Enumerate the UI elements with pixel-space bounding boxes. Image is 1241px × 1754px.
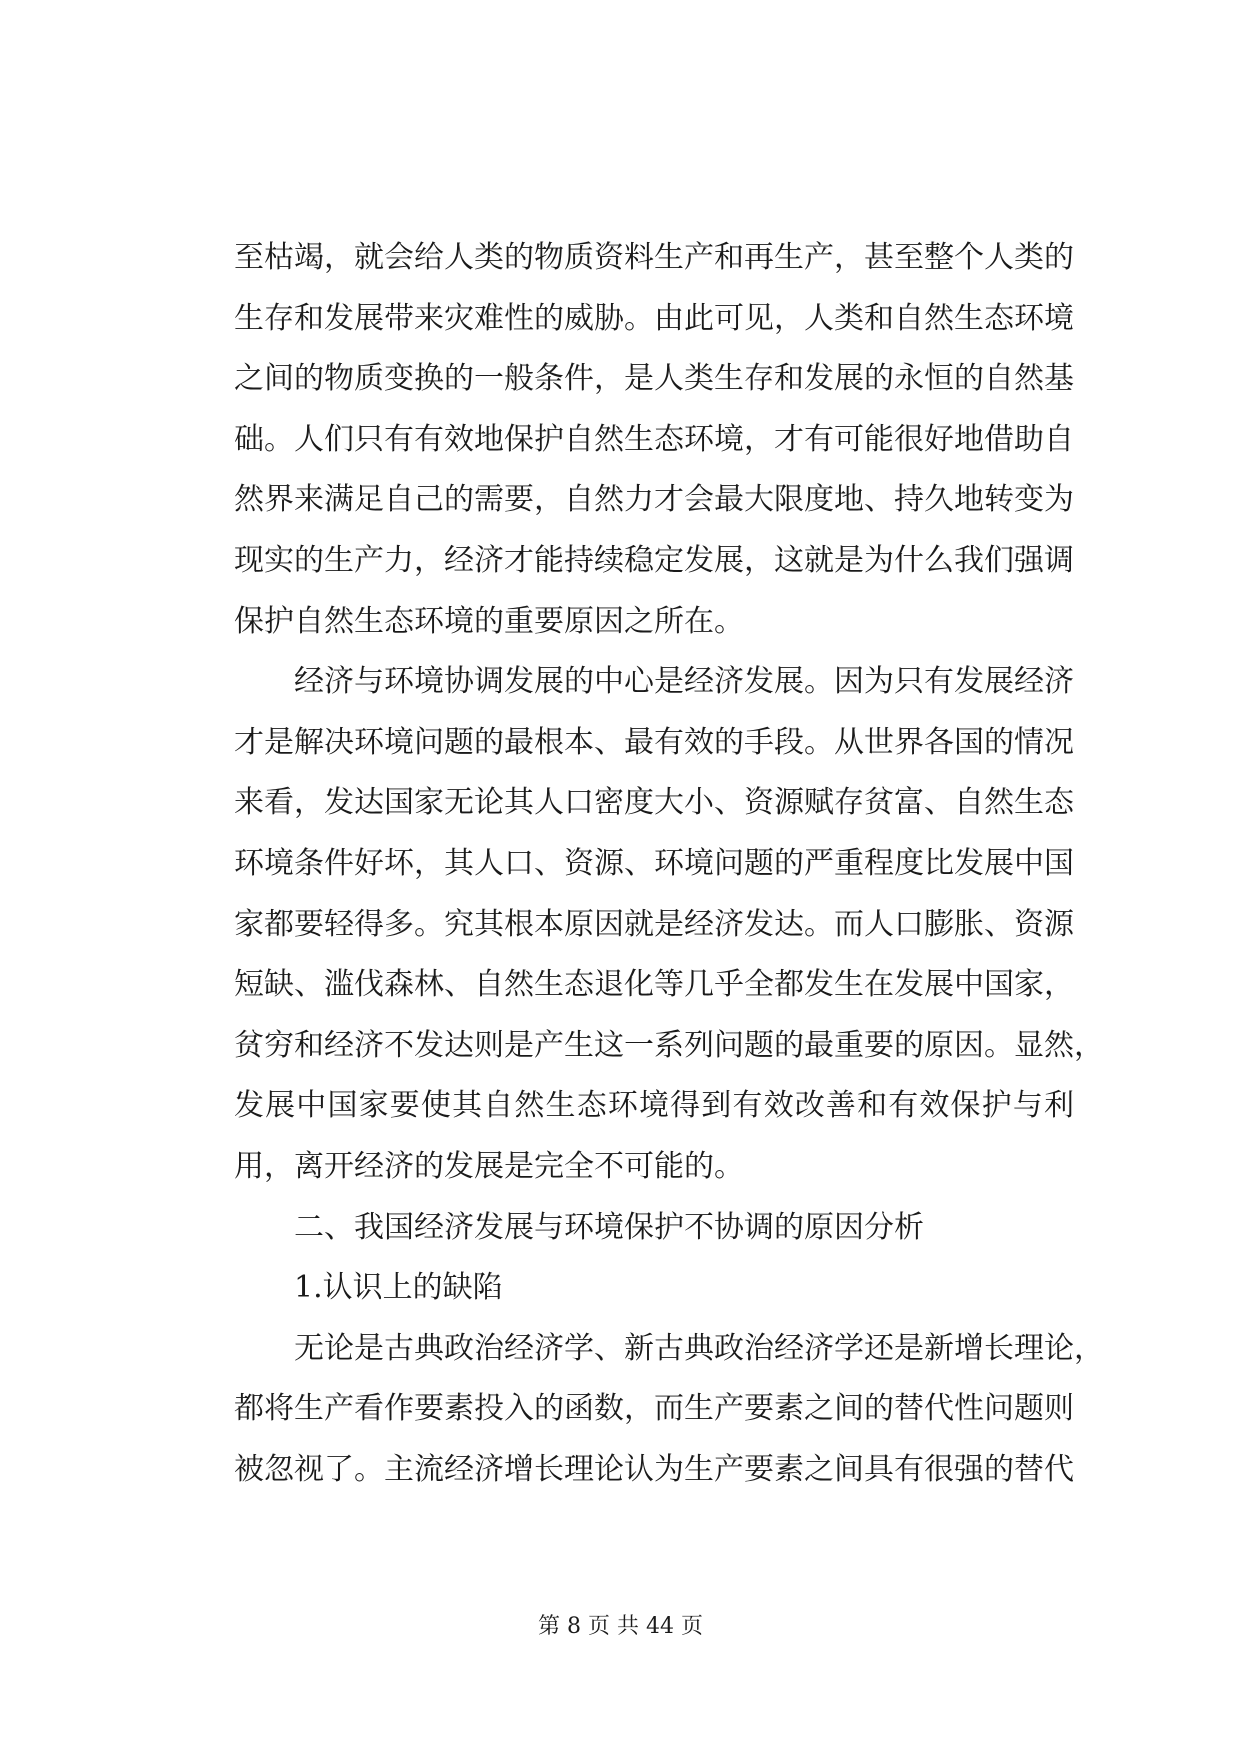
text-line: 用，离开经济的发展是完全不可能的。 (234, 1148, 744, 1184)
text-line: 1.认识上的缺陷 (294, 1270, 503, 1306)
text-line: 二、我国经济发展与环境保护不协调的原因分析 (294, 1209, 924, 1245)
text-line: 都将生产看作要素投入的函数，而生产要素之间的替代性问题则 (234, 1391, 1074, 1427)
text-line: 无论是古典政治经济学、新古典政治经济学还是新增长理论， (294, 1330, 1104, 1366)
text-line: 短缺、滥伐森林、自然生态退化等几乎全都发生在发展中国家， (234, 967, 1074, 1003)
text-line: 保护自然生态环境的重要原因之所在。 (234, 603, 744, 639)
text-line: 环境条件好坏，其人口、资源、环境问题的严重程度比发展中国 (234, 845, 1074, 881)
text-line: 才是解决环境问题的最根本、最有效的手段。从世界各国的情况 (234, 724, 1074, 760)
text-line: 现实的生产力，经济才能持续稳定发展，这就是为什么我们强调 (234, 542, 1074, 578)
text-line: 家都要轻得多。究其根本原因就是经济发达。而人口膨胀、资源 (234, 906, 1074, 942)
text-line: 至枯竭，就会给人类的物质资料生产和再生产，甚至整个人类的 (234, 240, 1074, 275)
text-line: 被忽视了。主流经济增长理论认为生产要素之间具有很强的替代 (234, 1451, 1074, 1487)
body-text (234, 228, 1104, 1500)
text-line: 来看，发达国家无论其人口密度大小、资源赋存贫富、自然生态 (234, 785, 1074, 821)
text-line: 础。人们只有有效地保护自然生态环境，才有可能很好地借助自 (234, 421, 1074, 457)
page-footer: 第 8 页 共 44 页 (538, 1614, 703, 1639)
text-line: 之间的物质变换的一般条件，是人类生存和发展的永恒的自然基 (234, 361, 1074, 397)
text-line: 经济与环境协调发展的中心是经济发展。因为只有发展经济 (294, 664, 1074, 700)
text-line: 然界来满足自己的需要，自然力才会最大限度地、持久地转变为 (234, 482, 1074, 518)
text-line: 发展中国家要使其自然生态环境得到有效改善和有效保护与利 (234, 1088, 1074, 1124)
text-line: 贫穷和经济不发达则是产生这一系列问题的最重要的原因。显然， (234, 1027, 1104, 1063)
text-line: 生存和发展带来灾难性的威胁。由此可见，人类和自然生态环境 (234, 300, 1074, 336)
